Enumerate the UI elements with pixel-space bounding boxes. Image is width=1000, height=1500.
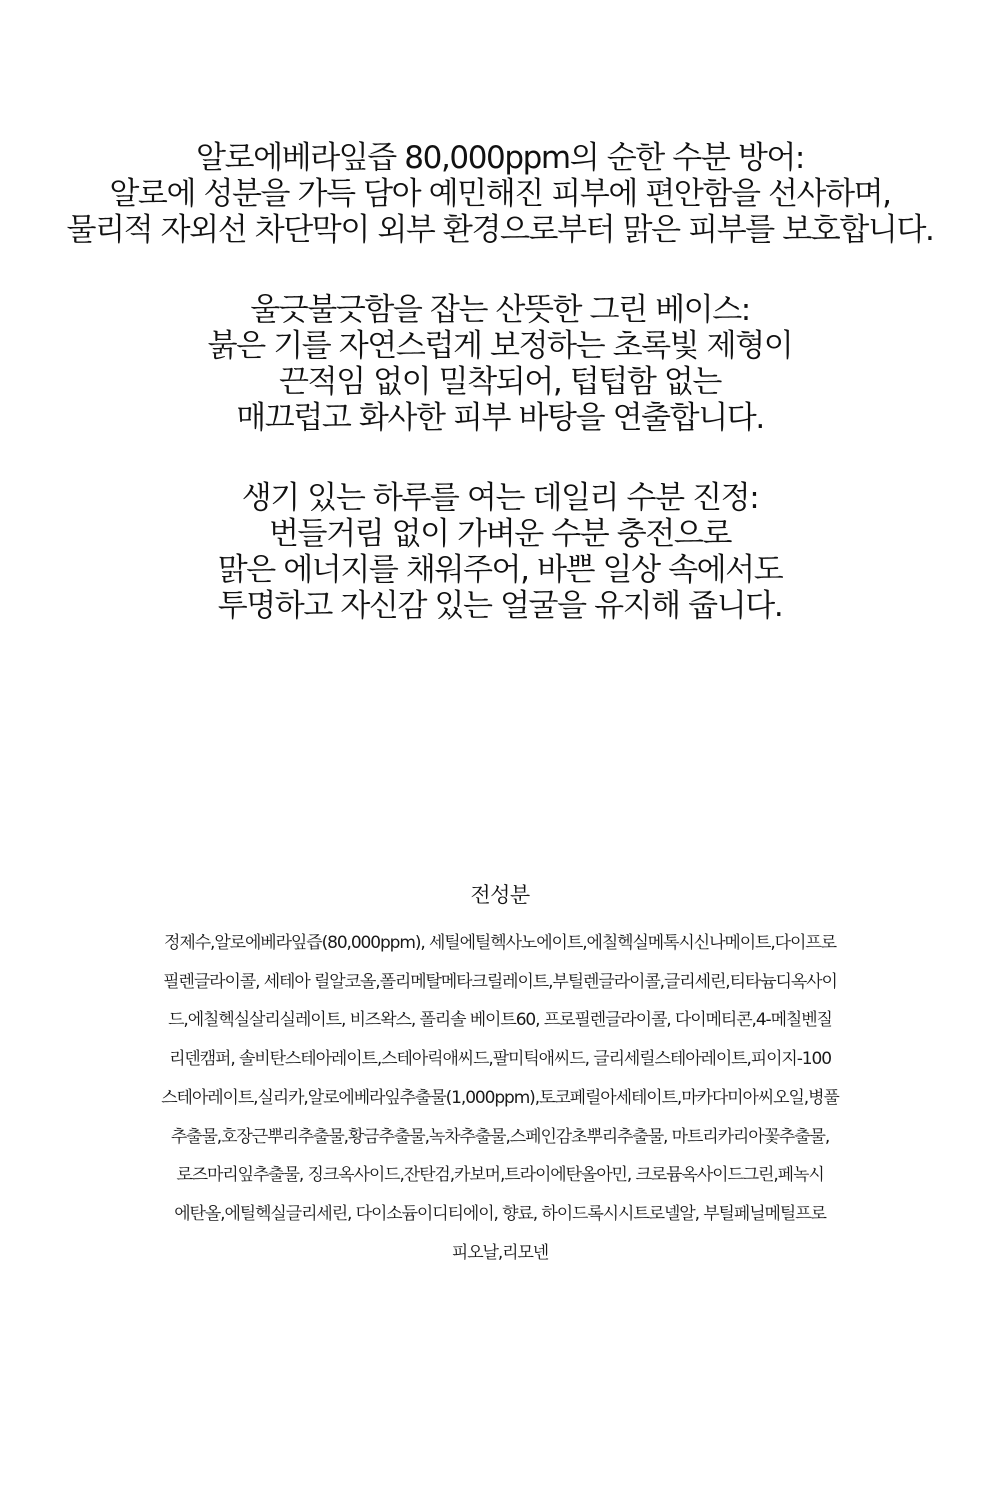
ingredients-line: 정제수,알로에베라잎즙(80,000ppm), 세틸에틸헥사노에이트,에칠헥실메톡시신나메이트,다이프로: [164, 933, 836, 953]
description-line: 붉은 기를 자연스럽게 보정하는 초록빛 제형이: [207, 328, 793, 364]
description-line: 생기 있는 하루를 여는 데일리 수분 진정:: [241, 480, 759, 516]
description-line: 투명하고 자신감 있는 얼굴을 유지해 줍니다.: [217, 588, 783, 624]
description-line: 매끄럽고 화사한 피부 바탕을 연출합니다.: [236, 400, 764, 436]
ingredients-line: 필렌글라이콜, 세테아 릴알코올,폴리메탈메타크릴레이트,부틸렌글라이콜,글리세린,티타늄디옥사이: [163, 971, 837, 992]
ingredients-line: 에탄올,에틸헥실글리세린, 다이소듐이디티에이, 향료, 하이드록시시트로넬알, 부틸페닐메틸프로: [174, 1203, 826, 1224]
ingredients-line: 로즈마리잎추출물, 징크옥사이드,잔탄검,카보머,트라이에탄올아민, 크로뮴옥사이드그린,페녹시: [176, 1165, 824, 1186]
ingredients-line: 리덴캠퍼, 솔비탄스테아레이트,스테아릭애씨드,팔미틱애씨드, 글리세릴스테아레이트,피이지-100: [169, 1049, 831, 1070]
description-line: 맑은 에너지를 채워주어, 바쁜 일상 속에서도: [217, 552, 783, 588]
description-line: 번들거림 없이 가벼운 수분 충전으로: [268, 516, 731, 552]
description-line: 알로에 성분을 가득 담아 예민해진 피부에 편안함을 선사하며,: [109, 176, 891, 212]
description-line: 울긋불긋함을 잡는 산뜻한 그린 베이스:: [250, 292, 750, 328]
product-description: [0, 140, 1000, 668]
ingredients-line: 피오날,리모넨: [451, 1242, 549, 1263]
description-line: 물리적 자외선 차단막이 외부 환경으로부터 맑은 피부를 보호합니다.: [66, 212, 934, 248]
description-line: 알로에베라잎즙 80,000ppm의 순한 수분 방어:: [196, 140, 804, 176]
description-block-moisture: [0, 140, 1000, 248]
description-block-green-base: [0, 292, 1000, 436]
description-line: 끈적임 없이 밀착되어, 텁텁함 없는: [279, 364, 721, 400]
ingredients-section: [50, 880, 950, 1272]
ingredients-line: 스테아레이트,실리카,알로에베라잎추출물(1,000ppm),토코페릴아세테이트,마카다미아씨오일,병풀: [161, 1087, 839, 1108]
ingredients-title: 전성분: [470, 883, 530, 907]
description-block-daily-soothing: [0, 480, 1000, 624]
ingredients-line: 드,에칠헥실살리실레이트, 비즈왁스, 폴리솔 베이트60, 프로필렌글라이콜, 다이메티콘,4-메칠벤질: [168, 1010, 832, 1031]
ingredients-line: 추출물,호장근뿌리추출물,황금추출물,녹차추출물,스페인감초뿌리추출물, 마트리카리아꽃추출물,: [170, 1126, 830, 1147]
